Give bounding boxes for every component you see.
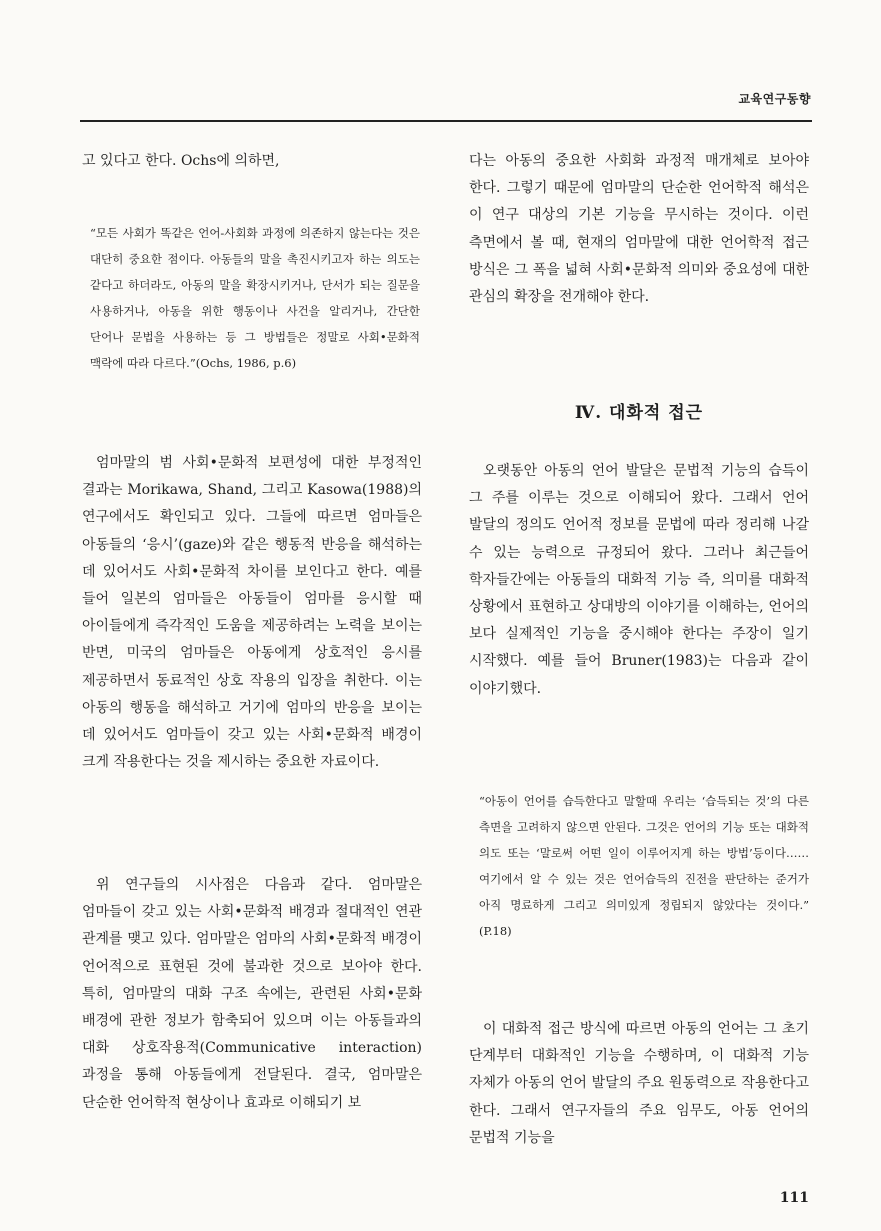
page-number: 111 xyxy=(779,1190,809,1206)
left-paragraph-1: 고 있다고 한다. Ochs에 의하면, xyxy=(82,153,280,169)
right-paragraph-1: 다는 아동의 중요한 사회화 과정적 매개체로 보아야 한다. 그렇기 때문에 엄마말의 단순한 언어학적 해석은 이 연구 대상의 기본 기능을 무시하는 것이다. 이런 측면에서 볼 때, 현재의 엄마말에 대한 언어학적 접근 방식은 그 폭을 넓혀 사회•문화적 의미와 중요성에 대한 관심의 확장을 전개해야 한다. xyxy=(469,153,809,306)
ochs-quote: “모든 사회가 똑같은 언어-사회화 과정에 의존하지 않는다는 것은 대단히 중요한 점이다. 아동들의 말을 촉진시키고자 하는 의도는 같다고 하더라도, 아동의 말을 확장시키거나, 단서가 되는 질문을 사용하거나, 아동을 위한 행동이나 사건을 알리거나, 간단한 단어나 문법을 사용하는 등 그 방법들은 정말로 사회•문화적 맥락에 따라 다르다.”(Ochs, 1986, p.6) xyxy=(90,226,420,370)
section-heading: Ⅳ. 대화적 접근 xyxy=(574,403,704,423)
bruner-quote: “아동이 언어를 습득한다고 말할때 우리는 ‘습득되는 것’의 다른 측면을 고려하지 않으면 안된다. 그것은 언어의 기능 또는 대화적 의도 또는 ‘말로써 어떤 일이 이루어지게 하는 방법’등이다…… 여기에서 알 수 있는 것은 언어습득의 진전을 판단하는 준거가 아직 명료하게 그리고 의미있게 정립되지 않았다는 것이다.” (P.18) xyxy=(479,794,809,938)
left-paragraph-3: 위 연구들의 시사점은 다음과 같다. 엄마말은 엄마들이 갖고 있는 사회•문화적 배경과 절대적인 연관 관계를 맺고 있다. 엄마말은 엄마의 사회•문화적 배경이 언어적으로 표현된 것에 불과한 것으로 보아야 한다. 특히, 엄마말의 대화 구조 속에는, 관련된 사회•문화 배경에 관한 정보가 함축되어 있으며 이는 아동들과의 대화 상호작용적(Communicative interaction) 과정을 통해 아동들에게 전달된다. 결국, 엄마말은 단순한 언어학적 현상이나 효과로 이해되기 보 xyxy=(82,877,422,1111)
right-paragraph-2: 오랫동안 아동의 언어 발달은 문법적 기능의 습득이 그 주를 이루는 것으로 이해되어 왔다. 그래서 언어 발달의 정의도 언어적 정보를 문법에 따라 정리해 나갈 수 있는 능력으로 규정되어 왔다. 그러나 최근들어 학자들간에는 아동들의 대화적 기능 즉, 의미를 대화적 상황에서 표현하고 상대방의 이야기를 이해하는, 언어의 보다 실제적인 기능을 중시해야 한다는 주장이 일기 시작했다. 예를 들어 Bruner(1983)는 다음과 같이 이야기했다. xyxy=(469,463,809,697)
header-rule xyxy=(80,120,812,122)
right-paragraph-3: 이 대화적 접근 방식에 따르면 아동의 언어는 그 초기 단계부터 대화적인 기능을 수행하며, 이 대화적 기능 자체가 아동의 언어 발달의 주요 원동력으로 작용한다고 한다. 그래서 연구자들의 주요 임무도, 아동 언어의 문법적 기능을 xyxy=(469,1021,809,1146)
left-paragraph-2: 엄마말의 범 사회•문화적 보편성에 대한 부정적인 결과는 Morikawa, Shand, 그리고 Kasowa(1988)의 연구에서도 확인되고 있다. 그들에 따르면 엄마들은 아동들의 ‘응시’(gaze)와 같은 행동적 반응을 해석하는 데 있어서도 사회•문화적 차이를 보인다고 한다. 예를 들어 일본의 엄마들은 아동들이 엄마를 응시할 때 아이들에게 즉각적인 도움을 제공하려는 노력을 보이는 반면, 미국의 엄마들은 아동에게 상호적인 응시를 제공하면서 동료적인 상호 작용의 입장을 취한다. 이는 아동의 행동을 해석하고 거기에 엄마의 반응을 보이는 데 있어서도 엄마들이 갖고 있는 사회•문화적 배경이 크게 작용한다는 것을 제시하는 중요한 자료이다. xyxy=(82,455,422,771)
running-header: 교육연구동향 xyxy=(738,92,811,106)
